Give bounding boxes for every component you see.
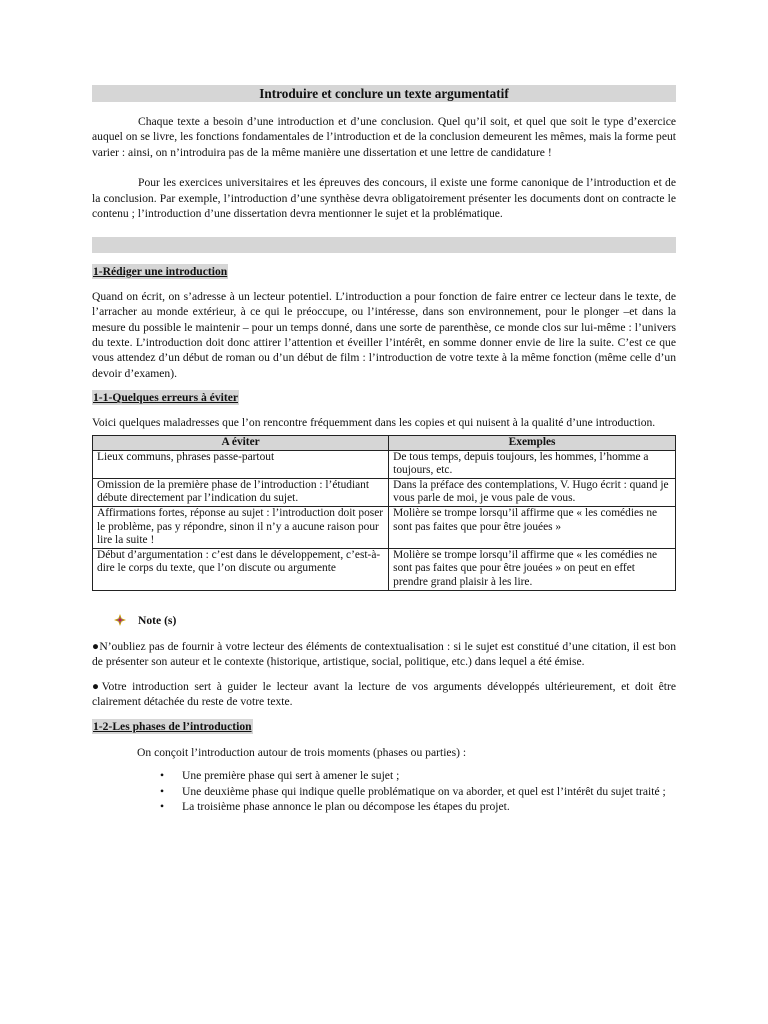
table-cell: De tous temps, depuis toujours, les hommes, l’homme a toujours, etc. (389, 450, 676, 478)
section-divider-bar (92, 237, 676, 253)
table-header-cell: A éviter (93, 436, 389, 451)
table-cell: Molière se trompe lorsqu’il affirme que « les comédies ne sont pas faites que pour être jouées » on peut en effet prendre grand plaisir à les lire. (389, 548, 676, 590)
note-heading (114, 613, 676, 628)
list-item (92, 799, 676, 814)
list-item (92, 768, 676, 783)
list-item-text: Une première phase qui sert à amener le sujet ; (182, 769, 400, 783)
intro-paragraph-1: Chaque texte a besoin d’une introduction et d’une conclusion. Quel qu’il soit, et quel que soit le type d’exercice auquel on se livre, les fonctions fondamentales de l’introduction et de la conclusion demeurent les mêmes, mais la forme peut varier : ainsi, on n’introduira pas de la même manière une dissertation et une lettre de candidature ! (92, 115, 676, 159)
list-item (92, 784, 676, 799)
note-item-2: ●Votre introduction sert à guider le lecteur avant la lecture de vos arguments développés ultérieurement, et doit être clairement détachée du reste de votre texte. (92, 679, 676, 709)
phases-list (92, 768, 676, 814)
list-item-text: Une deuxième phase qui indique quelle problématique on va aborder, et quel est l’intérêt du sujet traité ; (182, 784, 666, 798)
section-1-2-paragraph: On conçoit l’introduction autour de trois moments (phases ou parties) : (137, 746, 467, 760)
section-1-1-heading-line (92, 390, 676, 405)
intro-paragraph-2: Pour les exercices universitaires et les épreuves des concours, il existe une forme canonique de l’introduction et de la conclusion. Par exemple, l’introduction d’une synthèse devra obligatoirement présenter les documents dont on contracte le contenu ; l’introduction d’une dissertation devra mentionner le sujet et la problématique. (92, 176, 676, 221)
note-star-icon (114, 614, 126, 626)
section-1-heading-line (92, 264, 676, 279)
table-row (93, 450, 676, 478)
table-row (93, 507, 676, 549)
note-item-1: ●N’oubliez pas de fournir à votre lecteur des éléments de contextualisation : si le sujet est constitué d’une citation, il est bon de présenter son auteur et le contexte (historique, artistique, social, politique, etc.) dans lequel a été émise. (92, 640, 676, 669)
document-title: Introduire et conclure un texte argumentatif (92, 85, 676, 102)
table-row (93, 478, 676, 506)
section-1-heading: 1-Rédiger une introduction (93, 265, 228, 279)
table-cell: Affirmations fortes, réponse au sujet : l’introduction doit poser le problème, pas y répondre, sinon il n’y a aucune raison pour lire la suite ! (93, 507, 389, 549)
section-1-2-heading-line (92, 719, 676, 734)
bullet-icon: • (160, 784, 165, 798)
bullet-icon: • (160, 769, 165, 783)
table-cell: Lieux communs, phrases passe-partout (93, 450, 389, 478)
section-1-paragraph: Quand on écrit, on s’adresse à un lecteur potentiel. L’introduction a pour fonction de faire entrer ce lecteur dans le texte, de l’arracher au monde extérieur, à ce qui le préoccupe, ou l’intéresse, dans son environnement, pour le plonger –et dans la mesure du possible le maintenir – pour un temps donné, dans une sorte de parenthèse, ce monde clos sur lui-même : l’univers du texte. L’introduction doit donc attirer l’attention et éveiller l’intérêt, en somme donner envie de lire la suite. C’est ce que vous attendez d’un début de roman ou d’un début de film : l’introduction de votre texte à la même fonction (même celle d’un devoir d’examen). (92, 289, 676, 380)
table-cell: Début d’argumentation : c’est dans le développement, c’est-à-dire le corps du texte, que l’on discute ou argumente (93, 548, 389, 590)
list-item-text: La troisième phase annonce le plan ou décompose les étapes du projet. (182, 800, 510, 814)
table-cell: Omission de la première phase de l’introduction : l’étudiant débute directement par l’indication du sujet. (93, 478, 389, 506)
note-label: Note (s) (138, 613, 177, 627)
document-page (92, 85, 676, 815)
section-1-1-paragraph: Voici quelques maladresses que l’on rencontre fréquemment dans les copies et qui nuisent à la qualité d’une introduction. (92, 415, 656, 429)
bullet-icon: • (160, 800, 165, 814)
section-1-2-heading: 1-2-Les phases de l’introduction (93, 719, 252, 733)
table-cell: Dans la préface des contemplations, V. Hugo écrit : quand je vous parle de moi, je vous pale de vous. (389, 478, 676, 506)
table-row (93, 548, 676, 590)
table-cell: Molière se trompe lorsqu’il affirme que « les comédies ne sont pas faites que pour être jouées » (389, 507, 676, 549)
table-header-cell: Exemples (389, 436, 676, 451)
table-header-row (93, 436, 676, 451)
errors-table (92, 435, 676, 591)
section-1-1-heading: 1-1-Quelques erreurs à éviter (93, 391, 238, 405)
